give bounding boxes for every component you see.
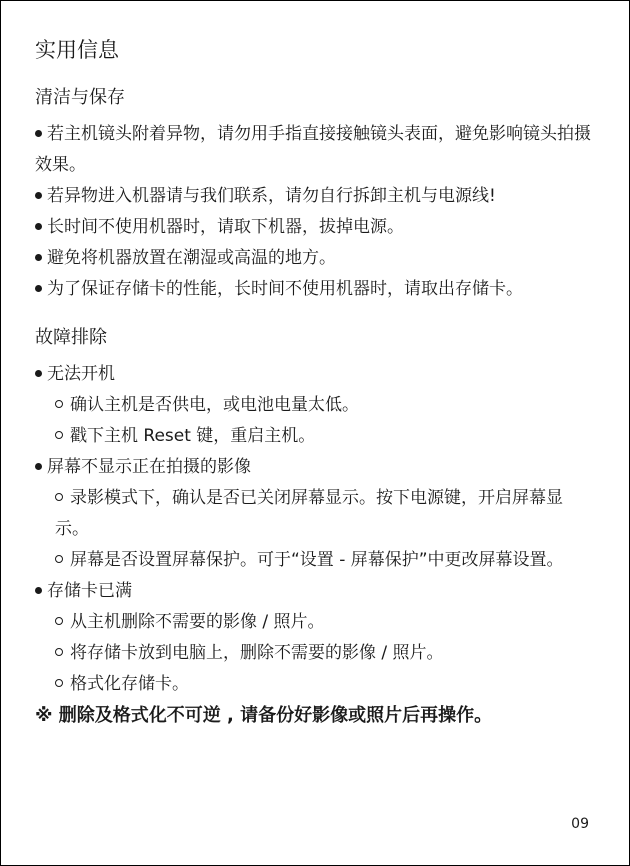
- troubleshooting-section: [35, 325, 595, 700]
- care-item-text: 长时间不使用机器时，请取下机器，拔掉电源。: [47, 217, 404, 237]
- bullet-circle-icon: [55, 400, 63, 408]
- solution-text: 录影模式下，确认是否已关闭屏幕显示。按下电源键，开启屏幕显示。: [55, 488, 563, 539]
- solution-item: [35, 483, 595, 545]
- care-item-text: 若异物进入机器请与我们联系，请勿自行拆卸主机与电源线!: [47, 186, 496, 206]
- section-spacer: [35, 305, 595, 325]
- solution-text: 确认主机是否供电，或电池电量太低。: [70, 395, 359, 415]
- care-item-text: 若主机镜头附着异物，请勿用手指直接接触镜头表面，避免影响镜头拍摄效果。: [35, 124, 591, 175]
- bullet-circle-icon: [55, 679, 63, 687]
- bullet-circle-icon: [55, 648, 63, 656]
- page-content: [35, 35, 595, 732]
- issue-label: [35, 576, 595, 607]
- bullet-dot-icon: [35, 223, 42, 230]
- troubleshooting-section-title: 故障排除: [35, 327, 107, 348]
- bullet-circle-icon: [55, 431, 63, 439]
- bullet-circle-icon: [55, 617, 63, 625]
- bullet-dot-icon: [35, 192, 42, 199]
- issue-label-text: 屏幕不显示正在拍摄的影像: [47, 457, 251, 477]
- solution-text: 屏幕是否设置屏幕保护。可于“设置 - 屏幕保护”中更改屏幕设置。: [70, 550, 564, 570]
- solution-text: 将存储卡放到电脑上，删除不需要的影像 / 照片。: [70, 643, 444, 663]
- care-item: [35, 119, 595, 181]
- issue-label-text: 存储卡已满: [47, 581, 132, 601]
- bullet-dot-icon: [35, 463, 42, 470]
- bullet-dot-icon: [35, 130, 42, 137]
- page-title: 实用信息: [35, 38, 119, 62]
- solution-item: [35, 638, 595, 669]
- solution-item: [35, 390, 595, 421]
- care-section: [35, 85, 595, 305]
- care-item: [35, 212, 595, 243]
- care-item: [35, 243, 595, 274]
- bullet-circle-icon: [55, 493, 63, 501]
- bullet-dot-icon: [35, 285, 42, 292]
- solution-text: 格式化存储卡。: [70, 674, 189, 694]
- solution-item: [35, 669, 595, 700]
- page-number: 09: [571, 816, 589, 832]
- solution-text: 从主机删除不需要的影像 / 照片。: [70, 612, 325, 632]
- issue-label: [35, 359, 595, 390]
- solution-item: [35, 607, 595, 638]
- solution-item: [35, 545, 595, 576]
- care-item: [35, 181, 595, 212]
- solution-item: [35, 421, 595, 452]
- care-item-text: 为了保证存储卡的性能，长时间不使用机器时，请取出存储卡。: [47, 279, 523, 299]
- solution-text: 戳下主机 Reset 键，重启主机。: [70, 426, 316, 446]
- issue-label: [35, 452, 595, 483]
- bullet-dot-icon: [35, 587, 42, 594]
- care-item: [35, 274, 595, 305]
- warning-note: ※ 删除及格式化不可逆 , 请备份好影像或照片后再操作。: [35, 705, 493, 726]
- bullet-circle-icon: [55, 555, 63, 563]
- bullet-dot-icon: [35, 370, 42, 377]
- care-section-title: 清洁与保存: [35, 87, 125, 108]
- issue-label-text: 无法开机: [47, 364, 115, 384]
- bullet-dot-icon: [35, 254, 42, 261]
- care-item-text: 避免将机器放置在潮湿或高温的地方。: [47, 248, 336, 268]
